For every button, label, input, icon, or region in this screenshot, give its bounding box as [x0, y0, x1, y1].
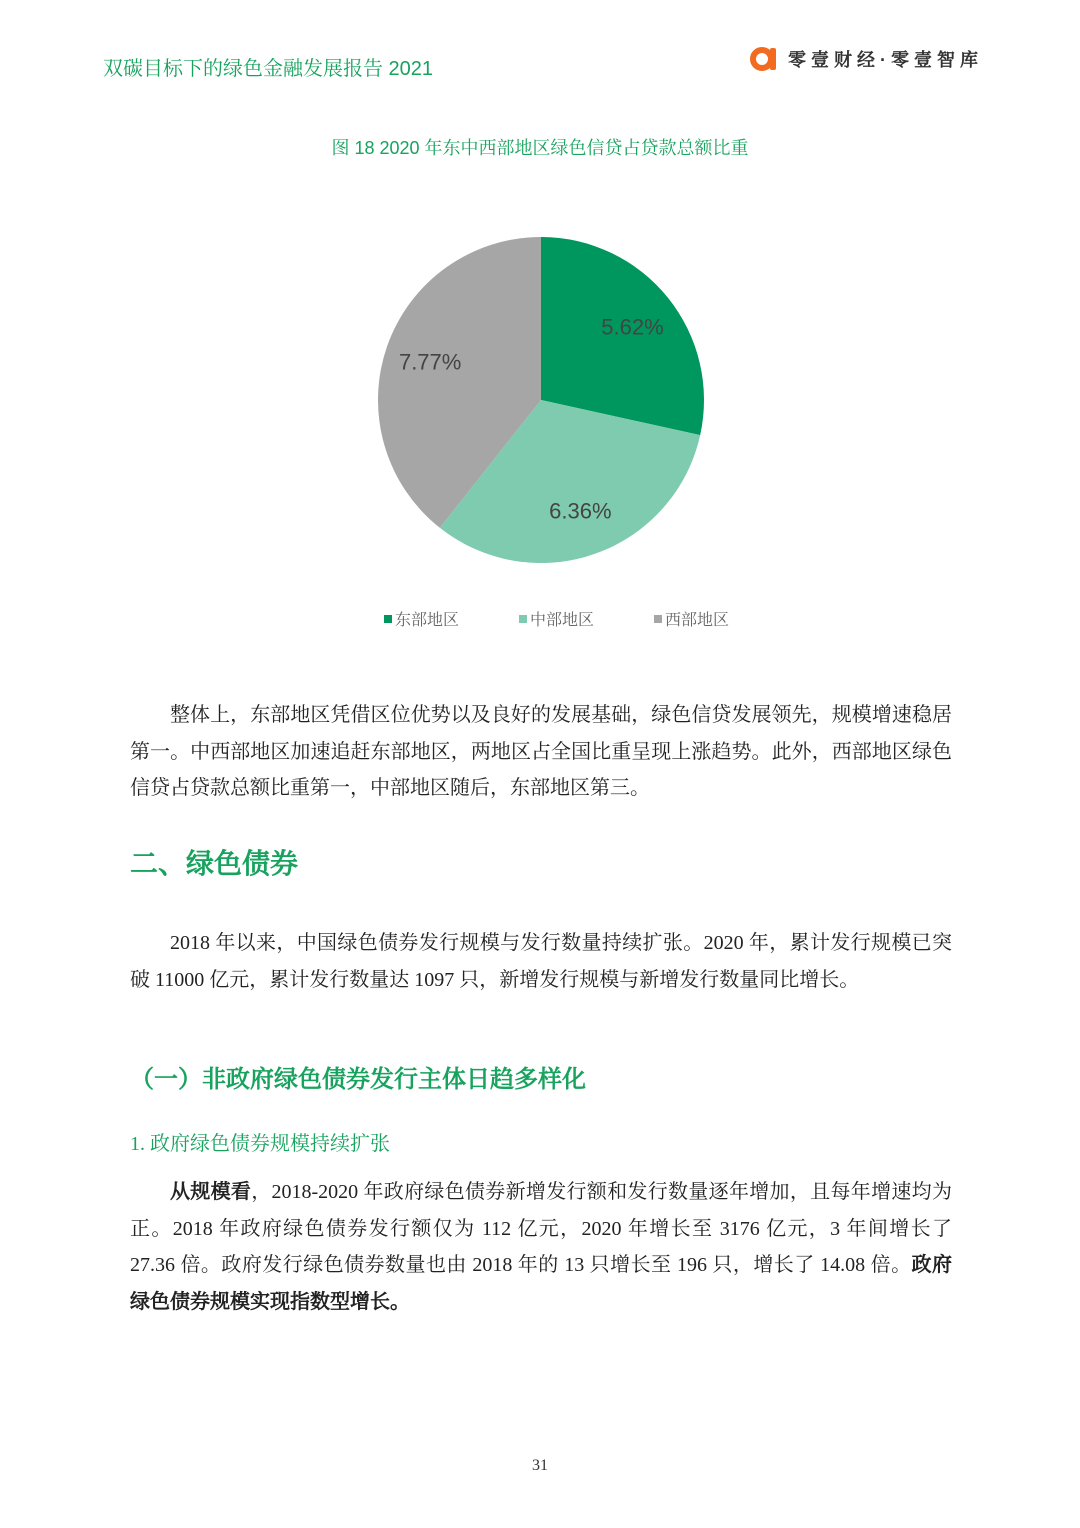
bold-lead: 从规模看 — [170, 1181, 252, 1203]
section-heading: 二、绿色债券 — [130, 848, 299, 879]
legend-label: 中部地区 — [530, 612, 595, 629]
report-title: 双碳目标下的绿色金融发展报告 2021 — [103, 58, 434, 80]
page-number: 31 — [532, 1457, 548, 1474]
legend-item-central — [519, 607, 594, 630]
subsubsection-heading: 1. 政府绿色债券规模持续扩张 — [130, 1133, 390, 1155]
body-text: ，2018-2020 年政府绿色债券新增发行额和发行数量逐年增加，且每年增速均为正。2018 年政府绿色债券发行额仅为 112 亿元，2020 年增长至 3176 亿元，3 年间增长了 27.36 倍。政府发行绿色债券数量也由 2018 年的 13 只增长至 196 只，增长了 14.08 倍。 — [130, 1181, 952, 1276]
paragraph-bonds-intro: 2018 年以来，中国绿色债券发行规模与发行数量持续扩张。2020 年，累计发行规模已突破 11000 亿元，累计发行数量达 1097 只，新增发行规模与新增发行数量同比增长。 — [130, 932, 952, 991]
legend-item-west — [654, 607, 729, 630]
subsection-heading: （一）非政府绿色债券发行主体日趋多样化 — [130, 1066, 586, 1093]
legend-item-east — [384, 607, 459, 630]
legend-label: 东部地区 — [395, 612, 460, 629]
data-label: 6.36% — [549, 498, 612, 524]
paragraph-credit-summary: 整体上，东部地区凭借区位优势以及良好的发展基础，绿色信贷发展领先，规模增速稳居第一。中西部地区加速追赶东部地区，两地区占全国比重呈现上涨趋势。此外，西部地区绿色信贷占贷款总额比重第一，中部地区随后，东部地区第三。 — [130, 704, 952, 799]
legend-swatch — [384, 615, 392, 623]
paragraph-gov-bonds — [130, 1174, 952, 1320]
legend-swatch — [654, 615, 662, 623]
data-label: 5.62% — [601, 314, 664, 340]
legend-label: 西部地区 — [665, 612, 730, 629]
legend-swatch — [519, 615, 527, 623]
bold-conclusion: 政府绿色债券规模实现指数型增长。 — [130, 1254, 953, 1313]
brand-name: 零壹财经·零壹智库 — [788, 50, 983, 70]
pie-chart — [0, 0, 1080, 700]
data-label: 7.77% — [398, 349, 462, 375]
figure-title: 图 18 2020 年东中西部地区绿色信贷占贷款总额比重 — [331, 138, 749, 158]
